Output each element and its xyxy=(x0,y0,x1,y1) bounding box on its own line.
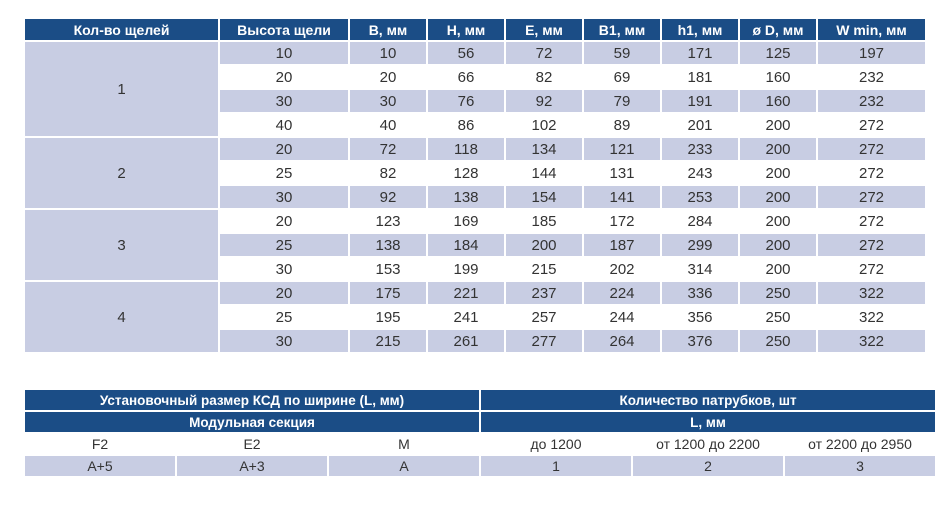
table-cell: 82 xyxy=(350,162,426,184)
table-cell: 20 xyxy=(220,66,348,88)
table-cell: 272 xyxy=(818,234,925,256)
table-cell: 185 xyxy=(506,210,582,232)
table-cell: 232 xyxy=(818,66,925,88)
label-2200-2950: от 2200 до 2950 xyxy=(785,434,935,454)
table-cell: 215 xyxy=(350,330,426,352)
table-cell: 121 xyxy=(584,138,660,160)
table-cell: 272 xyxy=(818,162,925,184)
header-installation-size: Установочный размер КСД по ширине (L, мм) xyxy=(25,390,479,410)
header-h: H, мм xyxy=(428,19,504,40)
header-b1: B1, мм xyxy=(584,19,660,40)
table-row xyxy=(25,210,925,232)
installation-table xyxy=(23,388,937,478)
value-up-to-1200: 1 xyxy=(481,456,631,476)
table-cell: 201 xyxy=(662,114,738,136)
table-cell: 175 xyxy=(350,282,426,304)
table-cell: 153 xyxy=(350,258,426,280)
table-cell: 314 xyxy=(662,258,738,280)
table-cell: 221 xyxy=(428,282,504,304)
table-cell: 102 xyxy=(506,114,582,136)
installation-label-row xyxy=(25,434,935,454)
table-cell: 272 xyxy=(818,114,925,136)
table-cell: 356 xyxy=(662,306,738,328)
table-cell: 79 xyxy=(584,90,660,112)
value-m: A xyxy=(329,456,479,476)
table-cell: 118 xyxy=(428,138,504,160)
slot-count-cell: 4 xyxy=(25,282,218,352)
table-cell: 40 xyxy=(220,114,348,136)
table-cell: 20 xyxy=(220,138,348,160)
value-f2: A+5 xyxy=(25,456,175,476)
table-cell: 200 xyxy=(740,162,816,184)
table-cell: 92 xyxy=(506,90,582,112)
table-cell: 200 xyxy=(506,234,582,256)
label-1200-2200: от 1200 до 2200 xyxy=(633,434,783,454)
value-1200-2200: 2 xyxy=(633,456,783,476)
table-cell: 169 xyxy=(428,210,504,232)
header-slot-height: Высота щели xyxy=(220,19,348,40)
table-cell: 160 xyxy=(740,66,816,88)
table-cell: 200 xyxy=(740,210,816,232)
table-cell: 141 xyxy=(584,186,660,208)
table-cell: 232 xyxy=(818,90,925,112)
dimensions-header-row xyxy=(25,19,925,40)
table-cell: 160 xyxy=(740,90,816,112)
table-cell: 200 xyxy=(740,186,816,208)
table-cell: 20 xyxy=(350,66,426,88)
table-cell: 154 xyxy=(506,186,582,208)
table-cell: 215 xyxy=(506,258,582,280)
table-cell: 237 xyxy=(506,282,582,304)
table-cell: 20 xyxy=(220,210,348,232)
label-f2: F2 xyxy=(25,434,175,454)
table-cell: 250 xyxy=(740,282,816,304)
dimensions-table xyxy=(23,17,927,354)
table-cell: 69 xyxy=(584,66,660,88)
table-cell: 272 xyxy=(818,186,925,208)
table-cell: 138 xyxy=(428,186,504,208)
table-cell: 250 xyxy=(740,330,816,352)
table-cell: 299 xyxy=(662,234,738,256)
table-cell: 82 xyxy=(506,66,582,88)
table-cell: 171 xyxy=(662,42,738,64)
slot-count-cell: 2 xyxy=(25,138,218,208)
table-cell: 336 xyxy=(662,282,738,304)
table-cell: 322 xyxy=(818,330,925,352)
table-cell: 322 xyxy=(818,306,925,328)
table-cell: 128 xyxy=(428,162,504,184)
table-cell: 59 xyxy=(584,42,660,64)
table-cell: 86 xyxy=(428,114,504,136)
label-up-to-1200: до 1200 xyxy=(481,434,631,454)
table-cell: 233 xyxy=(662,138,738,160)
table-cell: 243 xyxy=(662,162,738,184)
table-cell: 195 xyxy=(350,306,426,328)
installation-value-row xyxy=(25,456,935,476)
table-cell: 72 xyxy=(506,42,582,64)
table-cell: 202 xyxy=(584,258,660,280)
slot-count-cell: 1 xyxy=(25,42,218,136)
table-cell: 56 xyxy=(428,42,504,64)
table-cell: 250 xyxy=(740,306,816,328)
table-cell: 200 xyxy=(740,234,816,256)
table-cell: 92 xyxy=(350,186,426,208)
table-cell: 30 xyxy=(220,258,348,280)
table-cell: 30 xyxy=(220,186,348,208)
table-cell: 30 xyxy=(350,90,426,112)
header-slot-count: Кол-во щелей xyxy=(25,19,218,40)
table-cell: 244 xyxy=(584,306,660,328)
table-row xyxy=(25,282,925,304)
value-e2: A+3 xyxy=(177,456,327,476)
table-cell: 187 xyxy=(584,234,660,256)
table-cell: 25 xyxy=(220,306,348,328)
table-row xyxy=(25,42,925,64)
table-cell: 138 xyxy=(350,234,426,256)
installation-header-row xyxy=(25,390,935,410)
label-m: M xyxy=(329,434,479,454)
table-cell: 131 xyxy=(584,162,660,184)
table-cell: 172 xyxy=(584,210,660,232)
table-cell: 134 xyxy=(506,138,582,160)
table-cell: 264 xyxy=(584,330,660,352)
table-cell: 277 xyxy=(506,330,582,352)
table-cell: 199 xyxy=(428,258,504,280)
table-cell: 272 xyxy=(818,258,925,280)
table-cell: 284 xyxy=(662,210,738,232)
table-cell: 10 xyxy=(220,42,348,64)
header-diameter: ø D, мм xyxy=(740,19,816,40)
table-cell: 200 xyxy=(740,138,816,160)
table-cell: 272 xyxy=(818,210,925,232)
table-cell: 10 xyxy=(350,42,426,64)
header-b: B, мм xyxy=(350,19,426,40)
table-cell: 184 xyxy=(428,234,504,256)
table-cell: 224 xyxy=(584,282,660,304)
slot-count-cell: 3 xyxy=(25,210,218,280)
table-cell: 200 xyxy=(740,258,816,280)
table-cell: 25 xyxy=(220,162,348,184)
table-cell: 191 xyxy=(662,90,738,112)
header-e: E, мм xyxy=(506,19,582,40)
table-cell: 123 xyxy=(350,210,426,232)
table-cell: 376 xyxy=(662,330,738,352)
table-cell: 181 xyxy=(662,66,738,88)
table-cell: 30 xyxy=(220,90,348,112)
table-cell: 30 xyxy=(220,330,348,352)
table-cell: 72 xyxy=(350,138,426,160)
table-cell: 200 xyxy=(740,114,816,136)
table-cell: 66 xyxy=(428,66,504,88)
table-row xyxy=(25,138,925,160)
table-cell: 261 xyxy=(428,330,504,352)
table-cell: 144 xyxy=(506,162,582,184)
value-2200-2950: 3 xyxy=(785,456,935,476)
label-e2: E2 xyxy=(177,434,327,454)
installation-subheader-row xyxy=(25,412,935,432)
table-cell: 257 xyxy=(506,306,582,328)
table-cell: 76 xyxy=(428,90,504,112)
header-length: L, мм xyxy=(481,412,935,432)
table-cell: 241 xyxy=(428,306,504,328)
table-cell: 322 xyxy=(818,282,925,304)
table-cell: 197 xyxy=(818,42,925,64)
table-cell: 25 xyxy=(220,234,348,256)
table-cell: 89 xyxy=(584,114,660,136)
table-cell: 20 xyxy=(220,282,348,304)
header-w-min: W min, мм xyxy=(818,19,925,40)
table-cell: 40 xyxy=(350,114,426,136)
table-cell: 125 xyxy=(740,42,816,64)
header-modular-section: Модульная секция xyxy=(25,412,479,432)
header-h1: h1, мм xyxy=(662,19,738,40)
table-cell: 272 xyxy=(818,138,925,160)
table-cell: 253 xyxy=(662,186,738,208)
header-pipe-count: Количество патрубков, шт xyxy=(481,390,935,410)
